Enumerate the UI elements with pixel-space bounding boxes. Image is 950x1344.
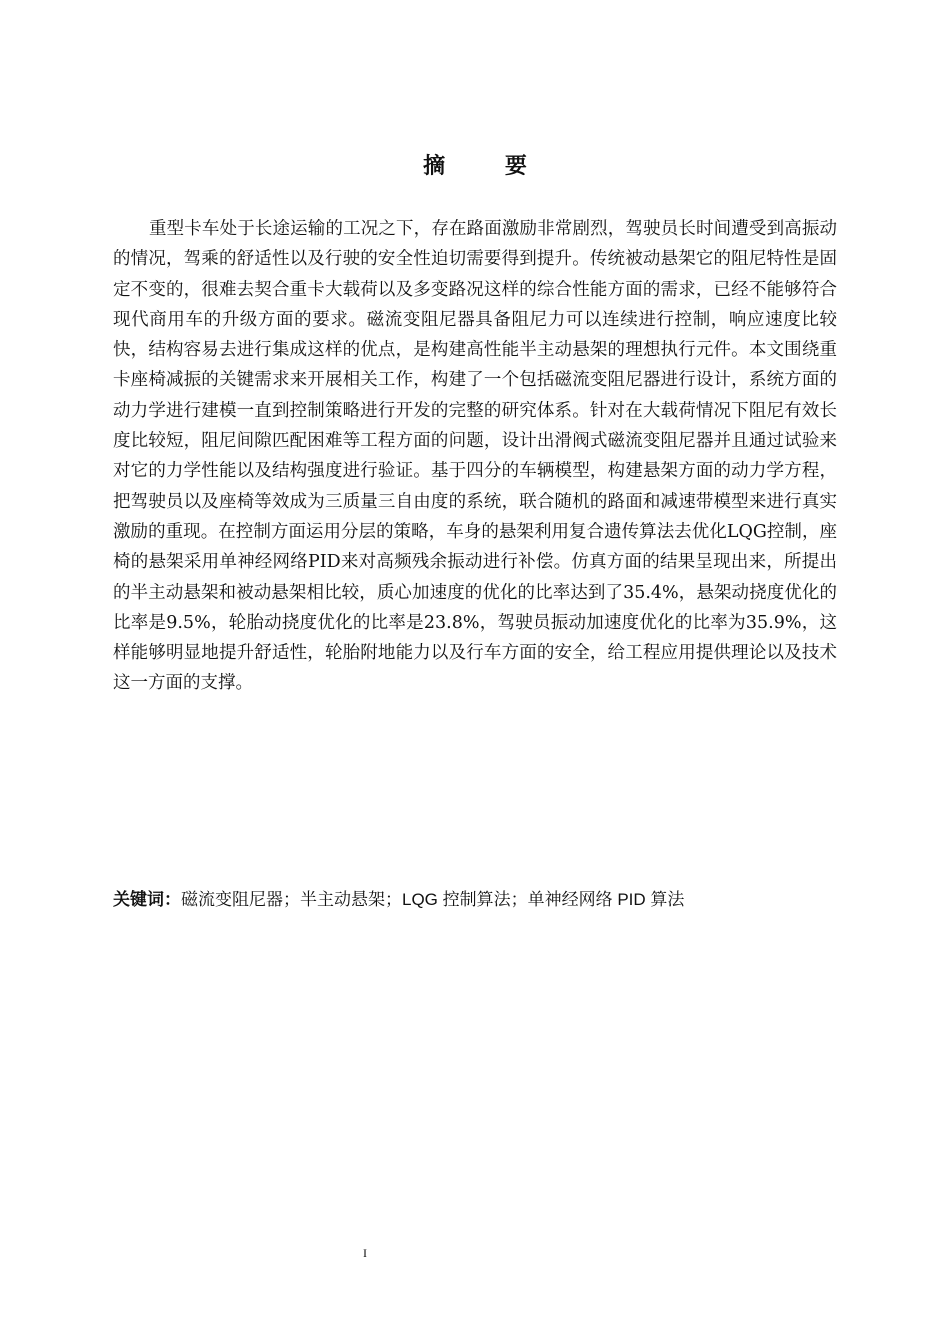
page-number: I bbox=[363, 1246, 367, 1260]
keywords-text: 磁流变阻尼器；半主动悬架；LQG 控制算法；单神经网络 PID 算法 bbox=[181, 890, 685, 909]
keywords-line bbox=[113, 886, 837, 914]
abstract-paragraph: 重型卡车处于长途运输的工况之下，存在路面激励非常剧烈，驾驶员长时间遭受到高振动的情况，驾乘的舒适性以及行驶的安全性迫切需要得到提升。传统被动悬架它的阻尼特性是固定不变的，很难去契合重卡大载荷以及多变路况这样的综合性能方面的需求，已经不能够符合现代商用车的升级方面的要求。磁流变阻尼器具备阻尼力可以连续进行控制，响应速度比较快，结构容易去进行集成这样的优点，是构建高性能半主动悬架的理想执行元件。本文围绕重卡座椅减振的关键需求来开展相关工作，构建了一个包括磁流变阻尼器进行设计，系统方面的动力学进行建模一直到控制策略进行开发的完整的研究体系。针对在大载荷情况下阻尼有效长度比较短，阻尼间隙匹配困难等工程方面的问题，设计出滑阀式磁流变阻尼器并且通过试验来对它的力学性能以及结构强度进行验证。基于四分的车辆模型，构建悬架方面的动力学方程，把驾驶员以及座椅等效成为三质量三自由度的系统，联合随机的路面和减速带模型来进行真实激励的重现。在控制方面运用分层的策略，车身的悬架利用复合遗传算法去优化LQG控制，座椅的悬架采用单神经网络PID来对高频残余振动进行补偿。仿真方面的结果呈现出来，所提出的半主动悬架和被动悬架相比较，质心加速度的优化的比率达到了35.4%，悬架动挠度优化的比率是9.5%，轮胎动挠度优化的比率是23.8%，驾驶员振动加速度优化的比率为35.9%，这样能够明显地提升舒适性，轮胎附地能力以及行车方面的安全，给工程应用提供理论以及技术这一方面的支撑。 bbox=[113, 219, 837, 694]
page-title: 摘 要 bbox=[423, 154, 553, 179]
keywords-label: 关键词： bbox=[113, 890, 181, 909]
